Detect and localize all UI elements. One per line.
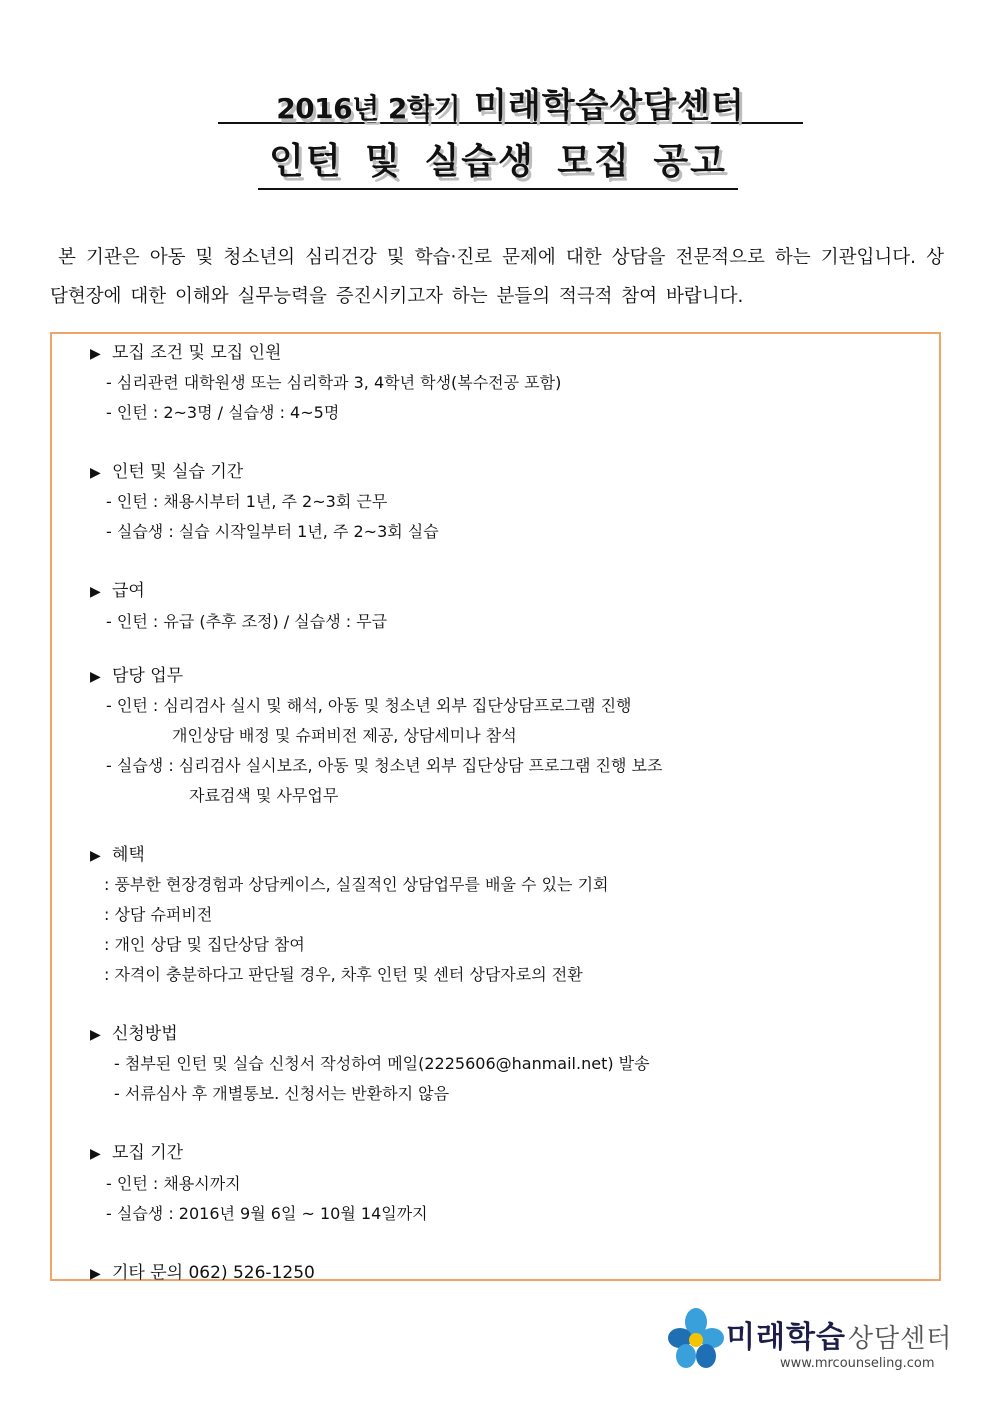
flower-logo-icon <box>668 1306 724 1372</box>
triangle-bullet-icon: ▶ <box>90 346 101 362</box>
section-heading-duties: ▶ 담당 업무 <box>90 666 184 686</box>
title-line-1 <box>218 78 803 124</box>
section-line: - 실습생 : 심리검사 실시보조, 아동 및 청소년 외부 집단상담 프로그램 진행 보조 <box>106 756 663 775</box>
logo-main-text: 미래학습 <box>726 1320 846 1355</box>
logo-sub-text: 상담센터 <box>847 1324 953 1354</box>
section-line: 자료검색 및 사무업무 <box>189 786 339 805</box>
section-heading-period: ▶ 인턴 및 실습 기간 <box>90 462 244 482</box>
logo-text <box>726 1312 952 1356</box>
section-heading-recruit-conditions: ▶ 모집 조건 및 모집 인원 <box>90 343 282 363</box>
section-heading-benefits: ▶ 혜택 <box>90 845 145 865</box>
title-year: 2016년 2학기 <box>276 92 461 125</box>
center-logo <box>668 1306 958 1376</box>
section-line: - 실습생 : 2016년 9월 6일 ~ 10월 14일까지 <box>106 1204 428 1223</box>
section-heading-recruit-period: ▶ 모집 기간 <box>90 1143 184 1163</box>
logo-url: www.mrcounseling.com <box>780 1356 935 1371</box>
section-line: - 인턴 : 심리검사 실시 및 해석, 아동 및 청소년 외부 집단상담프로그램 진행 <box>106 696 632 715</box>
title-center-name: 미래학습상담센터 <box>474 86 745 126</box>
triangle-bullet-icon: ▶ <box>90 1266 101 1282</box>
section-line: : 개인 상담 및 집단상담 참여 <box>104 935 305 954</box>
section-line: - 인턴 : 채용시부터 1년, 주 2~3회 근무 <box>106 492 388 511</box>
intro-paragraph: 본 기관은 아동 및 청소년의 심리건강 및 학습·진로 문제에 대한 상담을 전문적으로 하는 기관입니다. 상담현장에 대한 이해와 실무능력을 증진시키고자 하는 분들의 적극적 참여 바랍니다. <box>50 247 944 307</box>
section-line: : 자격이 충분하다고 판단될 경우, 차후 인턴 및 센터 상담자로의 전환 <box>104 965 583 984</box>
section-line: - 인턴 : 채용시까지 <box>106 1174 241 1193</box>
section-line: : 상담 슈퍼비전 <box>104 905 213 924</box>
title-line-2: 인턴 및 실습생 모집 공고 <box>258 138 738 190</box>
triangle-bullet-icon: ▶ <box>90 1027 101 1043</box>
triangle-bullet-icon: ▶ <box>90 1146 101 1162</box>
section-heading-salary: ▶ 급여 <box>90 581 145 601</box>
section-line: : 풍부한 현장경험과 상담케이스, 실질적인 상담업무를 배울 수 있는 기회 <box>104 875 609 894</box>
section-line: - 실습생 : 실습 시작일부터 1년, 주 2~3회 실습 <box>106 522 439 541</box>
triangle-bullet-icon: ▶ <box>90 669 101 685</box>
triangle-bullet-icon: ▶ <box>90 848 101 864</box>
section-line: - 서류심사 후 개별통보. 신청서는 반환하지 않음 <box>114 1084 450 1103</box>
section-line: - 인턴 : 2~3명 / 실습생 : 4~5명 <box>106 403 340 422</box>
section-heading-contact: ▶ 기타 문의 062) 526-1250 <box>90 1263 315 1283</box>
section-line: 개인상담 배정 및 슈퍼비전 제공, 상담세미나 참석 <box>172 726 517 745</box>
triangle-bullet-icon: ▶ <box>90 465 101 481</box>
section-line: - 첨부된 인턴 및 실습 신청서 작성하여 메일(2225606@hanmail.net) 발송 <box>114 1054 650 1073</box>
section-line: - 심리관련 대학원생 또는 심리학과 3, 4학년 학생(복수전공 포함) <box>106 373 562 392</box>
section-heading-how-to-apply: ▶ 신청방법 <box>90 1024 178 1044</box>
section-line: - 인턴 : 유급 (추후 조정) / 실습생 : 무급 <box>106 612 388 631</box>
triangle-bullet-icon: ▶ <box>90 584 101 600</box>
